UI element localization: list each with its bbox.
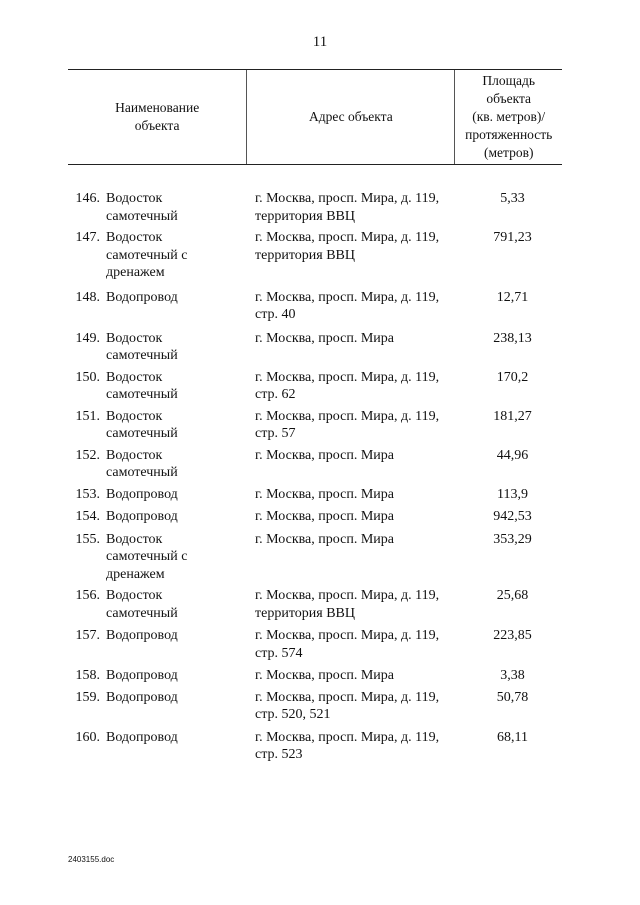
table-row	[68, 508, 562, 526]
object-name: Водосток самотечный	[106, 447, 178, 480]
row-number: 159.	[75, 689, 100, 705]
table-row	[68, 330, 562, 365]
object-area: 170,2	[496, 369, 529, 385]
table-row	[68, 627, 562, 662]
object-name: Водопровод	[106, 486, 178, 502]
object-area: 223,85	[493, 628, 532, 643]
row-number: 155.	[75, 531, 100, 547]
header-name: Наименование объекта	[115, 100, 200, 133]
object-name: Водосток самотечный	[106, 330, 178, 363]
object-address: г. Москва, просп. Мира	[255, 447, 394, 463]
row-number: 148.	[75, 289, 100, 305]
table-row	[68, 190, 562, 225]
object-name: Водосток самотечный	[106, 191, 178, 224]
object-address: г. Москва, просп. Мира, д. 119, территория ВВЦ	[255, 191, 440, 224]
object-area: 791,23	[493, 230, 532, 245]
page-number: 11	[312, 34, 328, 50]
object-name: Водопровод	[106, 668, 178, 683]
header-area-cell	[455, 70, 562, 164]
table-header	[68, 69, 562, 165]
header-area: Площадь объекта (кв. метров)/ протяженность (метров)	[465, 73, 553, 160]
table-body	[68, 190, 562, 764]
object-area: 3,38	[500, 668, 525, 683]
row-number: 152.	[75, 447, 100, 463]
row-number: 158.	[75, 668, 100, 683]
header-address-cell	[247, 70, 455, 164]
object-name: Водосток самотечный	[106, 369, 178, 402]
object-name: Водосток самотечный с дренажем	[106, 230, 188, 280]
row-number: 146.	[75, 191, 100, 206]
row-number: 153.	[75, 486, 100, 502]
object-area: 44,96	[496, 447, 529, 463]
object-address: г. Москва, просп. Мира	[255, 509, 394, 524]
object-area: 238,13	[493, 330, 532, 346]
object-area: 181,27	[493, 408, 532, 424]
document-filename: 2403155.doc	[68, 855, 115, 864]
object-area: 50,78	[496, 689, 529, 705]
object-area: 113,9	[497, 486, 528, 502]
object-name: Водопровод	[106, 689, 178, 705]
object-address: г. Москва, просп. Мира, д. 119, стр. 57	[255, 408, 440, 441]
object-name: Водопровод	[106, 628, 178, 643]
table-row	[68, 369, 562, 404]
table-row	[68, 289, 562, 324]
object-address: г. Москва, просп. Мира, д. 119, территория ВВЦ	[255, 230, 440, 263]
table-row	[68, 447, 562, 482]
table-row	[68, 667, 562, 685]
object-area: 25,68	[496, 588, 529, 603]
row-number: 147.	[75, 230, 100, 245]
object-area: 353,29	[493, 531, 532, 547]
table-row	[68, 229, 562, 282]
object-address: г. Москва, просп. Мира	[255, 668, 394, 683]
row-number: 157.	[75, 628, 100, 643]
row-number: 149.	[75, 330, 100, 346]
table-row	[68, 729, 562, 764]
table-row	[68, 531, 562, 584]
row-number: 151.	[75, 408, 100, 424]
object-name: Водопровод	[106, 729, 178, 745]
object-address: г. Москва, просп. Мира, д. 119, стр. 40	[255, 289, 440, 322]
object-address: г. Москва, просп. Мира, д. 119, стр. 574	[255, 628, 440, 661]
object-name: Водопровод	[106, 289, 178, 305]
object-address: г. Москва, просп. Мира	[255, 330, 394, 346]
object-name: Водосток самотечный с дренажем	[106, 531, 188, 582]
row-number: 160.	[75, 729, 100, 745]
row-number: 150.	[75, 369, 100, 385]
table-row	[68, 408, 562, 443]
object-name: Водосток самотечный	[106, 588, 178, 621]
object-name: Водопровод	[106, 509, 178, 524]
row-number: 154.	[75, 509, 100, 524]
object-address: г. Москва, просп. Мира	[255, 486, 394, 502]
object-area: 68,11	[497, 729, 528, 745]
object-address: г. Москва, просп. Мира	[255, 531, 394, 547]
object-address: г. Москва, просп. Мира, д. 119, стр. 520, 521	[255, 689, 440, 722]
object-address: г. Москва, просп. Мира, д. 119, территория ВВЦ	[255, 588, 440, 621]
object-name: Водосток самотечный	[106, 408, 178, 441]
object-address: г. Москва, просп. Мира, д. 119, стр. 523	[255, 729, 440, 762]
objects-table	[68, 69, 562, 764]
header-name-cell	[68, 70, 247, 164]
table-row	[68, 689, 562, 724]
row-number: 156.	[75, 588, 100, 603]
object-address: г. Москва, просп. Мира, д. 119, стр. 62	[255, 369, 440, 402]
object-area: 12,71	[496, 289, 529, 305]
table-row	[68, 486, 562, 504]
table-row	[68, 587, 562, 622]
object-area: 942,53	[493, 509, 532, 524]
object-area: 5,33	[500, 191, 525, 206]
header-address: Адрес объекта	[308, 109, 393, 124]
